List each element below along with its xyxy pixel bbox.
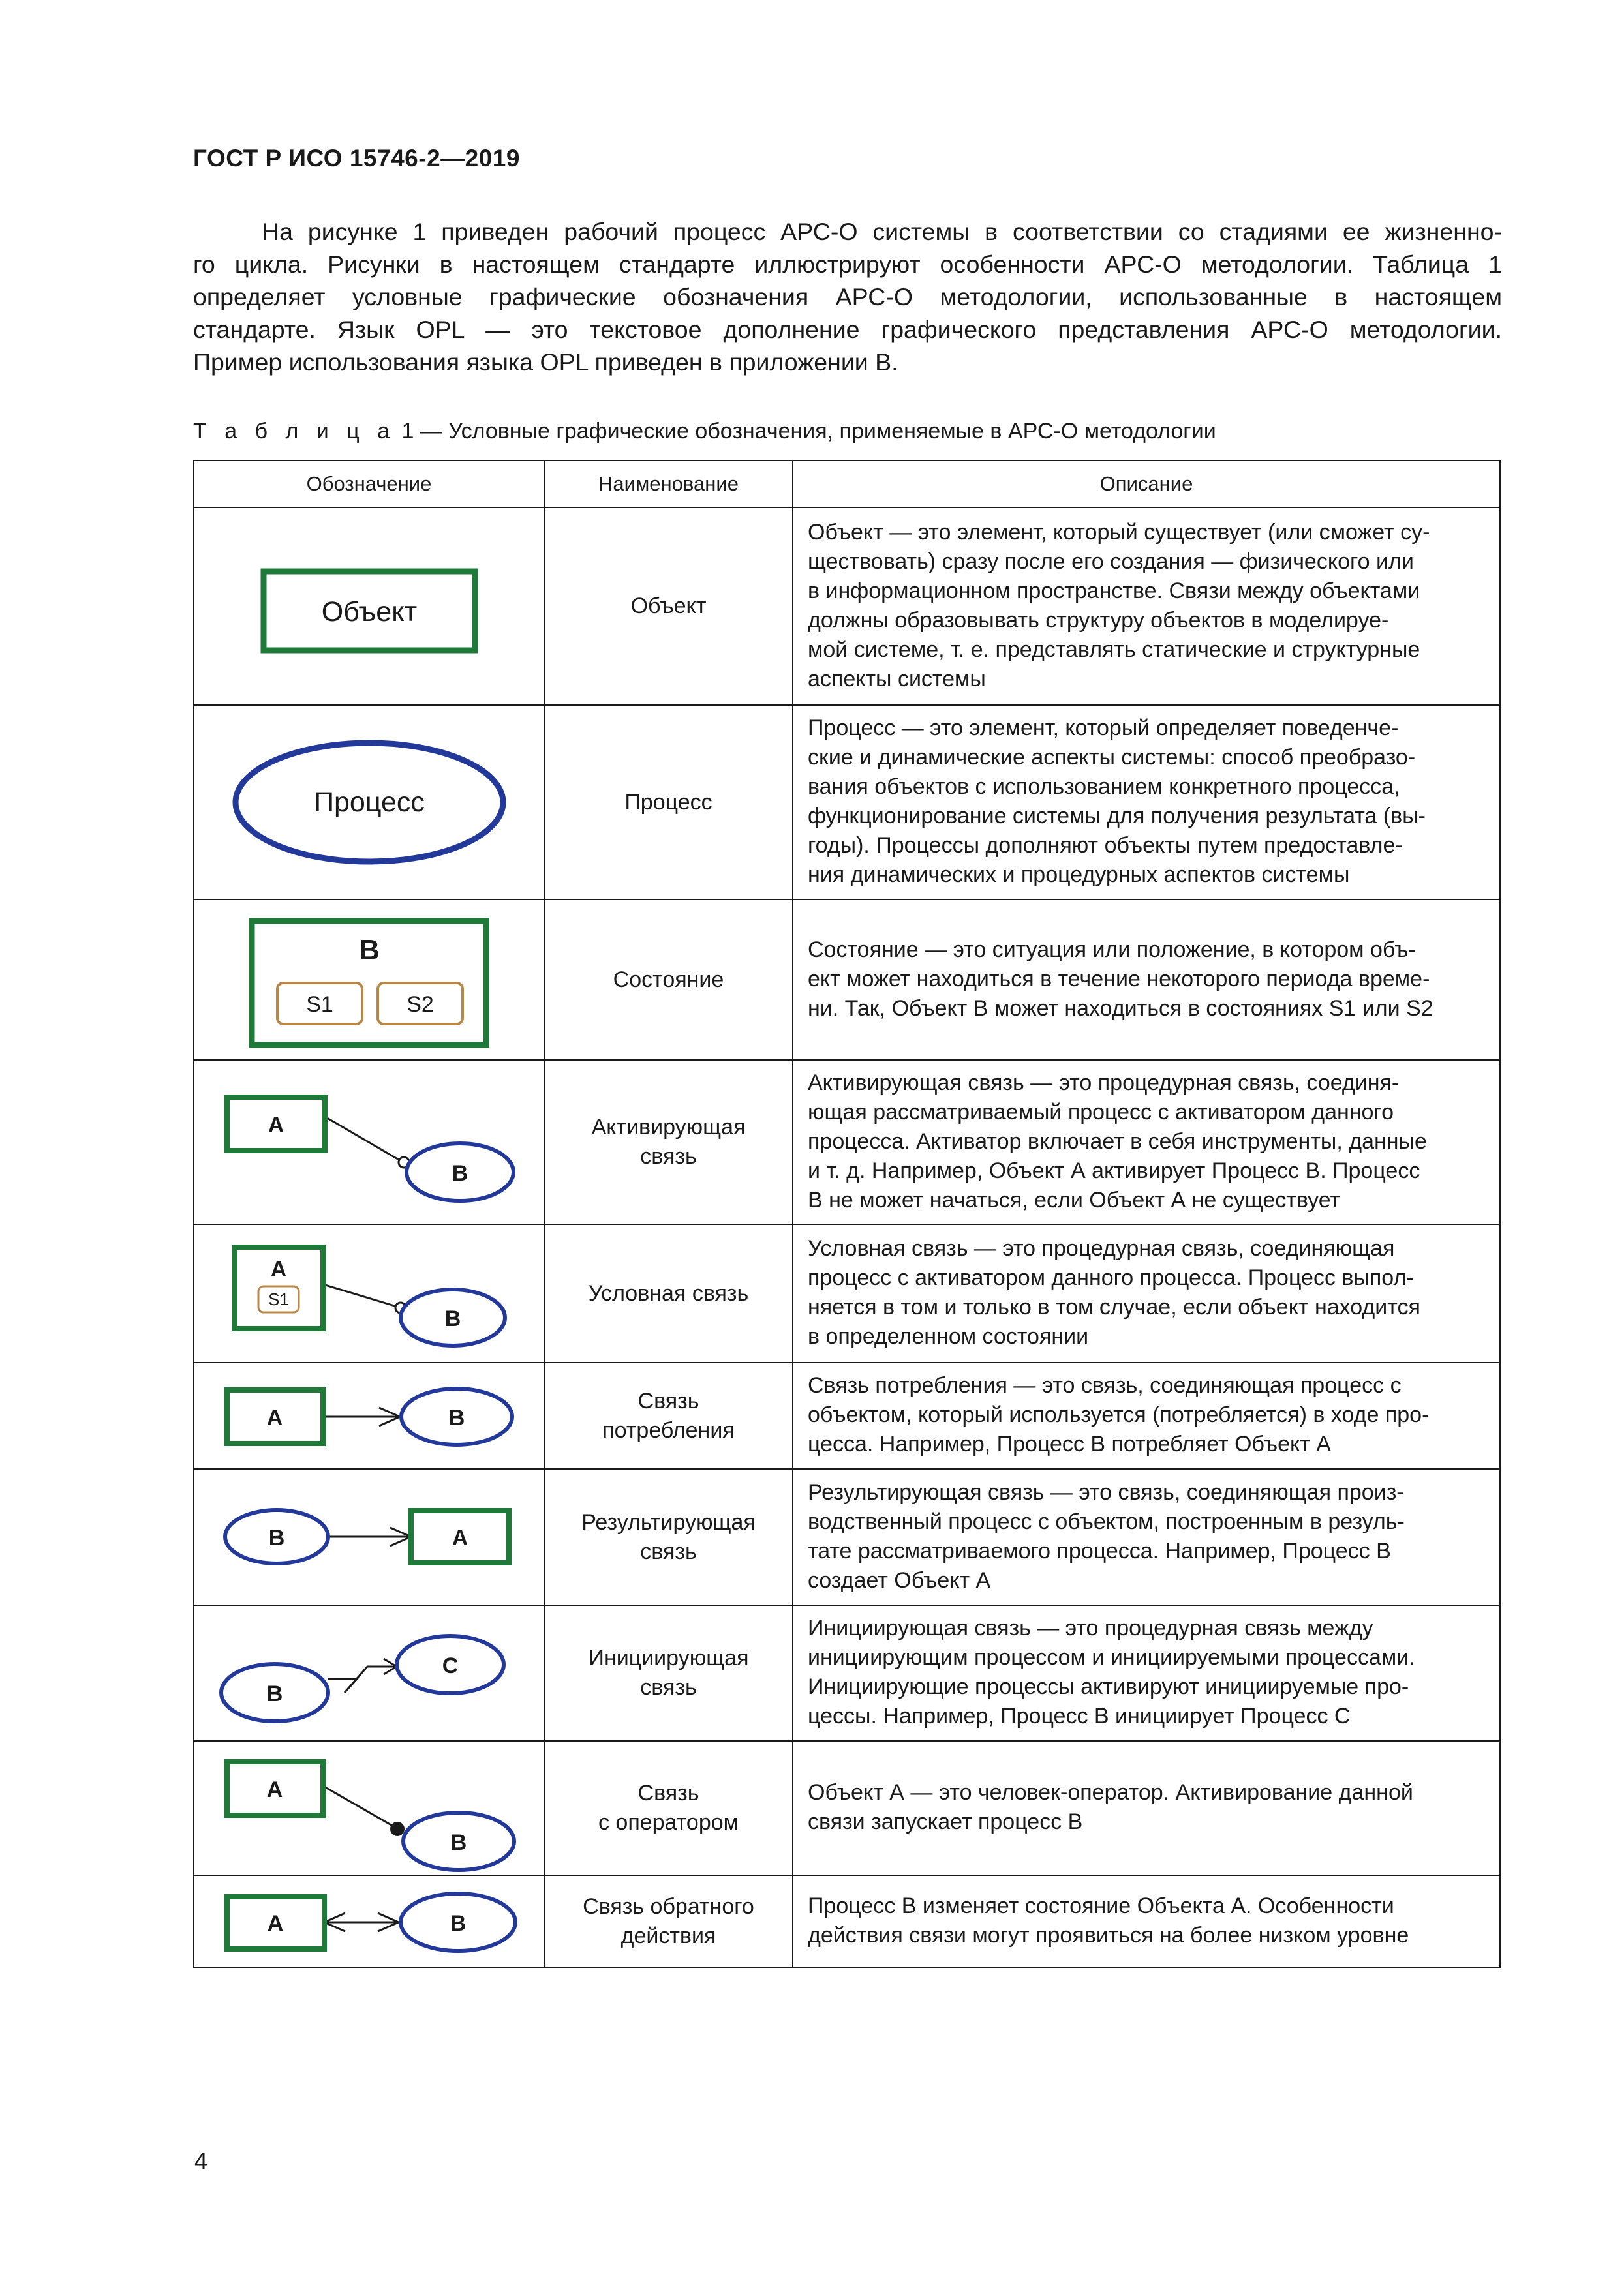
description-line: ские и динамические аспекты системы: способ преобразо- <box>808 745 1416 770</box>
column-header-symbol: Обозначение <box>194 461 544 507</box>
description-cell <box>793 1875 1500 1967</box>
column-header-description: Описание <box>793 461 1500 507</box>
intro-line: На рисунке 1 приведен рабочий процесс АРС-О системы в соответствии со стадиями ее жизненно- <box>262 218 1502 245</box>
description-line: ществовать) сразу после его создания — физического или <box>808 549 1414 574</box>
state-s2-label: S2 <box>406 991 434 1017</box>
table-row <box>194 1060 1500 1224</box>
table-caption-prefix: Т а б л и ц а <box>193 419 396 444</box>
consumption-link-diagram <box>194 1364 545 1468</box>
object-a-label: А <box>268 1112 284 1138</box>
description-cell <box>793 1605 1500 1741</box>
state-s1-label: S1 <box>306 991 333 1017</box>
process-b-label: В <box>266 1681 283 1706</box>
description-cell <box>793 1469 1500 1605</box>
description-line: и т. д. Например, Объект А активирует Процесс В. Процесс <box>808 1158 1420 1183</box>
table-row <box>194 705 1500 899</box>
description-cell <box>793 507 1500 705</box>
description-cell <box>793 705 1500 899</box>
process-c-label: С <box>442 1653 459 1678</box>
symbol-cell <box>194 507 544 705</box>
state-object-label: В <box>359 933 380 966</box>
process-b-label: В <box>444 1306 461 1331</box>
symbol-cell <box>194 1224 544 1363</box>
initiating-lightning-line <box>328 1667 397 1693</box>
name-line: Связь <box>637 1781 699 1805</box>
description-line: ющая рассматриваемый процесс с активатором данного <box>808 1099 1394 1125</box>
table-row <box>194 1224 1500 1363</box>
description-cell <box>793 1741 1500 1875</box>
symbol-cell <box>194 1605 544 1741</box>
description-line: Инициирующая связь — это процедурная связь между <box>808 1616 1373 1640</box>
symbol-cell <box>194 1741 544 1875</box>
description-line: водственный процесс с объектом, построенным в резуль- <box>808 1509 1405 1534</box>
table-row <box>194 1741 1500 1875</box>
name-cell <box>544 1605 793 1741</box>
description-line: тате рассматриваемого процесса. Например, Процесс В <box>808 1538 1391 1563</box>
description-line: ект может находиться в течение некоторого периода време- <box>808 966 1430 991</box>
description-line: ни. Так, Объект В может находиться в состояниях S1 или S2 <box>808 995 1433 1021</box>
table-row <box>194 1605 1500 1741</box>
process-b-label: В <box>450 1911 467 1936</box>
description-line: цесса. Например, Процесс В потребляет Объект А <box>808 1432 1331 1457</box>
description-line: цессы. Например, Процесс В инициирует Процесс С <box>808 1704 1351 1729</box>
effect-link-diagram <box>194 1877 545 1967</box>
intro-line: определяет условные графические обозначения АРС-О методологии, использованные в настоящем <box>193 283 1502 310</box>
initiating-link-diagram <box>194 1607 545 1740</box>
table-row <box>194 1363 1500 1469</box>
name-cell <box>544 1875 793 1967</box>
name-cell <box>544 507 793 705</box>
state-symbol-diagram <box>194 901 545 1059</box>
object-a-label: А <box>267 1911 284 1936</box>
document-header: ГОСТ Р ИСО 15746-2—2019 <box>193 145 520 172</box>
conditional-link-line <box>323 1284 397 1307</box>
intro-line: го цикла. Рисунки в настоящем стандарте иллюстрируют особенности АРС-О методологии. Таблица 1 <box>193 250 1502 278</box>
description-line: объектом, который используется (потребляется) в ходе про- <box>808 1402 1430 1427</box>
result-link-diagram <box>194 1470 545 1605</box>
operator-link-line <box>323 1786 393 1826</box>
description-line: функционирование системы для получения результата (вы- <box>808 804 1426 828</box>
process-symbol-diagram <box>194 706 545 899</box>
name-line: связь <box>640 1144 697 1169</box>
description-line: вания объектов с использованием конкретного процесса, <box>808 774 1400 799</box>
name-cell <box>544 1060 793 1224</box>
activating-link-line <box>325 1117 400 1160</box>
object-a-label: А <box>266 1405 283 1430</box>
name-line: Связь <box>637 1388 699 1413</box>
description-line: Процесс — это элемент, который определяет поведенче- <box>808 716 1399 740</box>
description-line: годы). Процессы дополняют объекты путем предоставле- <box>808 833 1403 858</box>
object-symbol-label: Объект <box>321 596 418 627</box>
description-cell <box>793 899 1500 1060</box>
description-cell <box>793 1224 1500 1363</box>
symbols-table <box>193 460 1501 1968</box>
description-line: Процесс В изменяет состояние Объекта А. Особенности <box>808 1893 1394 1918</box>
name-cell <box>544 899 793 1060</box>
symbol-cell <box>194 705 544 899</box>
name-line: Процесс <box>624 789 712 815</box>
intro-line: Пример использования языка OPL приведен в приложении В. <box>193 348 898 376</box>
description-line: няется в том и только в том случае, если объект находится <box>808 1295 1420 1320</box>
description-line: Объект А — это человек-оператор. Активирование данной <box>808 1780 1413 1805</box>
name-line: Связь обратного <box>583 1894 754 1919</box>
table-header-row <box>194 461 1500 507</box>
name-line: с оператором <box>598 1810 739 1835</box>
description-line: Активирующая связь — это процедурная связь, соединя- <box>808 1070 1400 1095</box>
name-line: связь <box>640 1539 697 1564</box>
object-a-label: А <box>270 1256 287 1282</box>
symbol-cell <box>194 1363 544 1469</box>
symbol-cell <box>194 1469 544 1605</box>
description-line: В не может начаться, если Объект А не существует <box>808 1187 1341 1213</box>
table-row <box>194 1875 1500 1967</box>
name-cell <box>544 1363 793 1469</box>
description-cell <box>793 1060 1500 1224</box>
object-symbol-diagram <box>194 509 545 704</box>
process-symbol-label: Процесс <box>314 786 425 818</box>
name-line: Условная связь <box>588 1280 749 1306</box>
activating-link-diagram <box>194 1061 545 1224</box>
description-line: создает Объект А <box>808 1567 991 1593</box>
description-cell <box>793 1363 1500 1469</box>
description-line: аспекты системы <box>808 666 986 691</box>
name-line: Состояние <box>613 967 724 992</box>
name-cell <box>544 1224 793 1363</box>
description-line: Инициирующие процессы активируют инициируемые про- <box>808 1674 1409 1699</box>
intro-line: стандарте. Язык OPL — это текстовое дополнение графического представления АРС-О методологии. <box>193 316 1502 343</box>
name-line: Результирующая <box>581 1509 756 1535</box>
name-cell <box>544 1469 793 1605</box>
process-b-label: В <box>448 1405 465 1430</box>
operator-link-filled-marker <box>391 1822 404 1835</box>
description-line: должны образовывать структуру объектов в моделируе- <box>808 607 1389 633</box>
page-number: 4 <box>194 2147 208 2174</box>
process-b-label: В <box>450 1830 467 1855</box>
symbol-cell <box>194 899 544 1060</box>
table-row <box>194 899 1500 1060</box>
name-line: Объект <box>630 594 707 618</box>
process-b-label: В <box>452 1160 468 1186</box>
table-caption-text: 1 — Условные графические обозначения, применяемые в АРС-О методологии <box>395 419 1216 444</box>
description-line: инициирующим процессом и инициируемыми процессами. <box>808 1645 1415 1670</box>
description-line: Результирующая связь — это связь, соединяющая произ- <box>808 1479 1404 1505</box>
process-b-label: В <box>268 1525 285 1550</box>
description-line: связи запускает процесс В <box>808 1809 1083 1834</box>
name-line: Инициирующая <box>588 1646 749 1670</box>
description-line: Объект — это элемент, который существует (или сможет су- <box>808 519 1430 545</box>
name-line: действия <box>620 1923 716 1948</box>
table-caption <box>193 419 1216 444</box>
symbol-cell <box>194 1875 544 1967</box>
description-line: Условная связь — это процедурная связь, соединяющая <box>808 1236 1395 1261</box>
description-line: процесса. Активатор включает в себя инструменты, данные <box>808 1128 1427 1154</box>
table-row <box>194 1469 1500 1605</box>
name-cell <box>544 705 793 899</box>
object-a-label: А <box>266 1777 283 1802</box>
conditional-link-diagram <box>194 1226 545 1362</box>
state-s1-label: S1 <box>268 1289 289 1309</box>
name-line: потребления <box>602 1417 735 1443</box>
object-a-label: А <box>452 1525 468 1550</box>
description-line: Связь потребления — это связь, соединяющая процесс с <box>808 1373 1402 1398</box>
description-line: мой системе, т. е. представлять статические и структурные <box>808 637 1420 662</box>
column-header-name: Наименование <box>544 461 793 507</box>
description-line: действия связи могут проявиться на более низком уровне <box>808 1922 1409 1948</box>
description-line: в информационном пространстве. Связи между объектами <box>808 578 1420 603</box>
intro-paragraph <box>193 215 1502 378</box>
description-line: Состояние — это ситуация или положение, в котором объ- <box>808 937 1416 962</box>
description-line: процесс с активатором данного процесса. Процесс выпол- <box>808 1265 1414 1290</box>
name-cell <box>544 1741 793 1875</box>
name-line: связь <box>640 1675 697 1700</box>
description-line: ния динамических и процедурных аспектов системы <box>808 862 1350 887</box>
name-line: Активирующая <box>591 1115 746 1140</box>
symbol-cell <box>194 1060 544 1224</box>
description-line: в определенном состоянии <box>808 1324 1089 1349</box>
table-row <box>194 507 1500 705</box>
operator-link-diagram <box>194 1742 545 1875</box>
